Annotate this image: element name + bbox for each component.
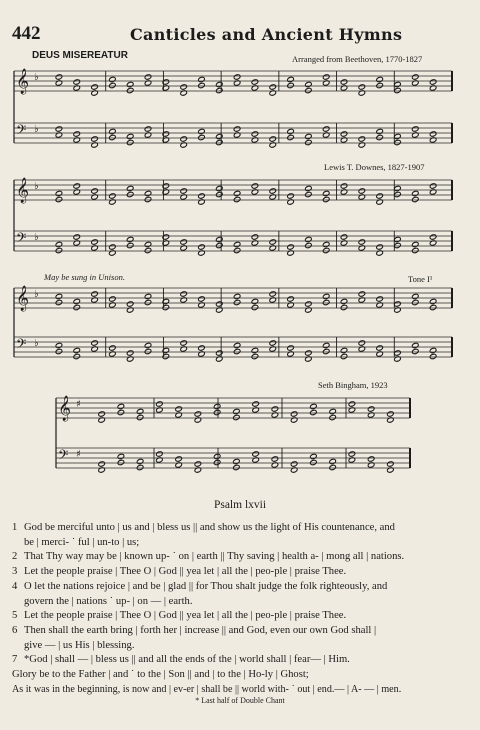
note-head [73, 183, 81, 189]
note-head [98, 411, 106, 417]
note-head [213, 453, 221, 459]
note-head [109, 82, 117, 88]
verse-line: O let the nations rejoice | and be | glad || for Thou shalt judge the folk righteously, and [24, 581, 388, 592]
note-head [429, 79, 437, 85]
note-head [271, 456, 279, 462]
note-head [233, 464, 241, 470]
chant-2-attribution: Lewis T. Downes, 1827-1907 [324, 162, 425, 172]
note-head [55, 342, 63, 348]
note-head [340, 234, 348, 240]
note-head [348, 401, 356, 407]
note-head [198, 193, 206, 199]
note-head [136, 458, 144, 464]
note-head [216, 133, 224, 139]
note-head [329, 408, 337, 414]
note-head [233, 299, 241, 305]
note-head [126, 236, 134, 242]
note-head [429, 353, 437, 359]
note-head [198, 296, 206, 302]
note-head [216, 185, 224, 191]
verse-line: God be merciful unto | us and | bless us || and show us the light of His countenance, and [24, 522, 395, 533]
note-head [305, 81, 313, 87]
note-head [144, 247, 152, 253]
note-head [387, 461, 395, 467]
note-head [340, 183, 348, 189]
note-head [91, 291, 99, 297]
note-head [126, 301, 134, 307]
note-head [144, 74, 152, 80]
note-head [340, 347, 348, 353]
note-head [269, 84, 277, 90]
note-head [109, 193, 117, 199]
flat-icon: ♭ [34, 338, 39, 349]
note-head [117, 459, 125, 465]
note-head [251, 298, 259, 304]
treble-clef-icon: 𝄞 [16, 178, 30, 203]
note-head [198, 128, 206, 134]
note-head [358, 340, 366, 346]
note-head [73, 353, 81, 359]
chant-1-tune-name: DEUS MISEREATUR [32, 50, 128, 61]
note-head [412, 190, 420, 196]
note-head [136, 408, 144, 414]
note-head [271, 406, 279, 412]
note-head [156, 451, 164, 457]
treble-clef-icon: 𝄞 [16, 286, 30, 311]
note-head [213, 403, 221, 409]
verse-line: give — | us His | blessing. [24, 640, 135, 652]
note-head [144, 196, 152, 202]
verse-line: Then shall the earth bring | forth her | increase || and God, even our own God shall | [24, 625, 377, 636]
note-head [305, 236, 313, 242]
verse-line: That Thy way may be | known up- ˙ on | earth || Thy saving | health a- | mong all | nations. [24, 551, 405, 562]
note-head [73, 304, 81, 310]
note-head [109, 76, 117, 82]
note-head [91, 188, 99, 194]
gloria-line-1 [12, 667, 455, 682]
note-head [290, 461, 298, 467]
treble-clef-icon: 𝄞 [16, 69, 30, 94]
verse-7 [12, 652, 455, 667]
note-head [322, 196, 330, 202]
note-head [412, 74, 420, 80]
note-head [412, 293, 420, 299]
note-head [91, 136, 99, 142]
verse-3 [12, 564, 455, 579]
note-head [180, 291, 188, 297]
verse-6 [12, 623, 455, 654]
note-head [340, 353, 348, 359]
note-head [55, 348, 63, 354]
flat-icon: ♭ [34, 232, 39, 243]
note-head [213, 409, 221, 415]
note-head [126, 350, 134, 356]
note-head [310, 453, 318, 459]
note-head [144, 190, 152, 196]
note-head [394, 242, 402, 248]
note-head [73, 131, 81, 137]
note-head [322, 348, 330, 354]
note-head [376, 76, 384, 82]
note-head [55, 293, 63, 299]
note-head [180, 340, 188, 346]
chant-3-instruction: May be sung in Unison. [44, 272, 125, 282]
note-head [55, 126, 63, 132]
note-head [180, 188, 188, 194]
note-head [287, 193, 295, 199]
note-head [126, 242, 134, 248]
note-head [55, 196, 63, 202]
note-head [233, 408, 241, 414]
note-head [251, 347, 259, 353]
note-head [322, 241, 330, 247]
note-head [394, 185, 402, 191]
note-head [329, 458, 337, 464]
note-head [198, 82, 206, 88]
note-head [144, 126, 152, 132]
note-head [358, 239, 366, 245]
note-head [144, 342, 152, 348]
verse-line: Let the people praise | Thee O | God || yea let | all the | peo-ple | praise Thee. [24, 610, 347, 621]
note-head [233, 414, 241, 420]
note-head [109, 134, 117, 140]
note-head [367, 406, 375, 412]
note-head [376, 193, 384, 199]
note-head [412, 241, 420, 247]
note-head [329, 414, 337, 420]
note-head [394, 350, 402, 356]
note-head [387, 411, 395, 417]
note-head [55, 299, 63, 305]
note-head [73, 347, 81, 353]
note-head [233, 293, 241, 299]
verse-line: be | merci- ˙ ful | un-to | us; [24, 537, 140, 549]
note-head [376, 82, 384, 88]
note-head [394, 139, 402, 145]
note-head [117, 453, 125, 459]
note-head [233, 190, 241, 196]
note-head [109, 296, 117, 302]
chant-4-attribution: Seth Bingham, 1923 [318, 380, 388, 390]
note-head [348, 451, 356, 457]
verse-number: 1 [12, 522, 18, 533]
note-head [198, 244, 206, 250]
note-head [412, 247, 420, 253]
note-head [180, 136, 188, 142]
note-head [305, 87, 313, 93]
verse-number: 4 [12, 581, 18, 592]
note-head [251, 353, 259, 359]
note-head [109, 128, 117, 134]
note-head [376, 296, 384, 302]
note-head [216, 191, 224, 197]
bass-clef-icon: 𝄢 [16, 122, 27, 141]
note-head [109, 244, 117, 250]
note-head [305, 191, 313, 197]
note-head [216, 242, 224, 248]
note-head [429, 183, 437, 189]
note-head [310, 459, 318, 465]
note-head [305, 133, 313, 139]
verse-number: 7 [12, 654, 18, 665]
note-head [233, 247, 241, 253]
note-head [216, 81, 224, 87]
chant-3-attribution: Tone I¹ [408, 274, 433, 284]
note-head [144, 348, 152, 354]
note-head [73, 234, 81, 240]
note-head [269, 188, 277, 194]
footnote: * Last half of Double Chant [195, 696, 285, 705]
note-head [269, 291, 277, 297]
note-head [269, 136, 277, 142]
note-head [73, 79, 81, 85]
note-head [287, 244, 295, 250]
note-head [394, 133, 402, 139]
note-head [376, 128, 384, 134]
note-head [412, 342, 420, 348]
note-head [233, 74, 241, 80]
note-head [251, 234, 259, 240]
note-head [126, 191, 134, 197]
note-head [117, 403, 125, 409]
verse-2 [12, 549, 455, 564]
note-head [376, 345, 384, 351]
note-head [216, 301, 224, 307]
note-head [175, 406, 183, 412]
psalm-title: Psalm lxvii [213, 499, 267, 511]
note-head [144, 293, 152, 299]
note-head [198, 345, 206, 351]
flat-icon: ♭ [34, 181, 39, 192]
note-head [213, 459, 221, 465]
note-head [216, 87, 224, 93]
sharp-icon: ♯ [76, 449, 81, 460]
verse-line: Let the people praise | Thee O | God || yea let | all the | peo-ple | praise Thee. [24, 566, 347, 577]
note-head [180, 239, 188, 245]
note-head [216, 139, 224, 145]
verse-number: 3 [12, 566, 18, 577]
note-head [376, 134, 384, 140]
note-head [252, 401, 260, 407]
bass-clef-icon: 𝄢 [16, 230, 27, 249]
note-head [367, 456, 375, 462]
note-head [412, 348, 420, 354]
note-head [394, 87, 402, 93]
flat-icon: ♭ [34, 289, 39, 300]
page-number: 442 [12, 23, 41, 44]
verse-line: Glory be to the Father | and ˙ to the | Son || and | to the | Ho-ly | Ghost; [12, 669, 309, 680]
note-head [233, 348, 241, 354]
note-head [287, 128, 295, 134]
note-head [126, 139, 134, 145]
note-head [136, 464, 144, 470]
note-head [117, 409, 125, 415]
note-head [126, 133, 134, 139]
note-head [55, 241, 63, 247]
note-head [98, 461, 106, 467]
verse-line: As it was in the beginning, is now and | ev-er | shall be || world with- ˙ out | end.— | A- — | men. [12, 684, 402, 695]
bass-clef-icon: 𝄢 [58, 447, 69, 466]
note-head [394, 191, 402, 197]
note-head [233, 458, 241, 464]
note-head [251, 131, 259, 137]
page-title: Canticles and Ancient Hymns [130, 25, 403, 44]
note-head [310, 409, 318, 415]
verse-line: *God | shall — | bless us || and all the ends of the | world shall | fear— | Him. [24, 654, 350, 665]
note-head [340, 298, 348, 304]
note-head [55, 74, 63, 80]
note-head [429, 131, 437, 137]
note-head [252, 451, 260, 457]
note-head [305, 242, 313, 248]
note-head [322, 247, 330, 253]
note-head [126, 81, 134, 87]
note-head [322, 342, 330, 348]
verse-5 [12, 608, 455, 623]
note-head [91, 239, 99, 245]
note-head [305, 185, 313, 191]
note-head [269, 239, 277, 245]
verse-4 [12, 579, 455, 610]
note-head [126, 185, 134, 191]
note-head [73, 298, 81, 304]
note-head [310, 403, 318, 409]
note-head [198, 76, 206, 82]
note-head [91, 84, 99, 90]
note-head [216, 350, 224, 356]
note-head [287, 345, 295, 351]
chant-1-attribution: Arranged from Beethoven, 1770-1827 [292, 54, 423, 64]
note-head [233, 126, 241, 132]
note-head [136, 414, 144, 420]
note-head [287, 134, 295, 140]
note-head [358, 188, 366, 194]
note-head [305, 350, 313, 356]
note-head [358, 84, 366, 90]
note-head [55, 247, 63, 253]
note-head [91, 340, 99, 346]
note-head [376, 244, 384, 250]
note-head [322, 190, 330, 196]
note-head [290, 411, 298, 417]
note-head [251, 79, 259, 85]
note-head [412, 126, 420, 132]
note-head [340, 304, 348, 310]
note-head [287, 76, 295, 82]
note-head [340, 131, 348, 137]
flat-icon: ♭ [34, 124, 39, 135]
verse-number: 6 [12, 625, 18, 636]
sharp-icon: ♯ [76, 399, 81, 410]
note-head [251, 183, 259, 189]
note-head [233, 241, 241, 247]
note-head [429, 298, 437, 304]
note-head [198, 134, 206, 140]
note-head [287, 296, 295, 302]
note-head [194, 411, 202, 417]
treble-clef-icon: 𝄞 [58, 396, 72, 421]
note-head [233, 196, 241, 202]
note-head [305, 301, 313, 307]
note-head [322, 126, 330, 132]
verse-1 [12, 520, 455, 551]
note-head [429, 304, 437, 310]
note-head [233, 342, 241, 348]
note-head [305, 139, 313, 145]
note-head [126, 87, 134, 93]
note-head [412, 196, 420, 202]
note-head [394, 301, 402, 307]
note-head [287, 82, 295, 88]
flat-icon: ♭ [34, 72, 39, 83]
bass-clef-icon: 𝄢 [16, 336, 27, 355]
note-head [340, 79, 348, 85]
note-head [194, 461, 202, 467]
note-head [251, 304, 259, 310]
note-head [429, 347, 437, 353]
note-head [358, 291, 366, 297]
note-head [55, 190, 63, 196]
note-head [144, 299, 152, 305]
note-head [412, 299, 420, 305]
verse-number: 5 [12, 610, 18, 621]
note-head [322, 293, 330, 299]
note-head [329, 464, 337, 470]
verse-number: 2 [12, 551, 18, 562]
note-head [180, 84, 188, 90]
note-head [269, 340, 277, 346]
verse-line: govern the | nations ˙ up- | on — | earth. [24, 596, 193, 608]
note-head [144, 241, 152, 247]
note-head [394, 81, 402, 87]
note-head [358, 136, 366, 142]
note-head [322, 299, 330, 305]
note-head [216, 236, 224, 242]
note-head [322, 74, 330, 80]
note-head [429, 234, 437, 240]
note-head [109, 345, 117, 351]
note-head [156, 401, 164, 407]
note-head [175, 456, 183, 462]
note-head [394, 236, 402, 242]
